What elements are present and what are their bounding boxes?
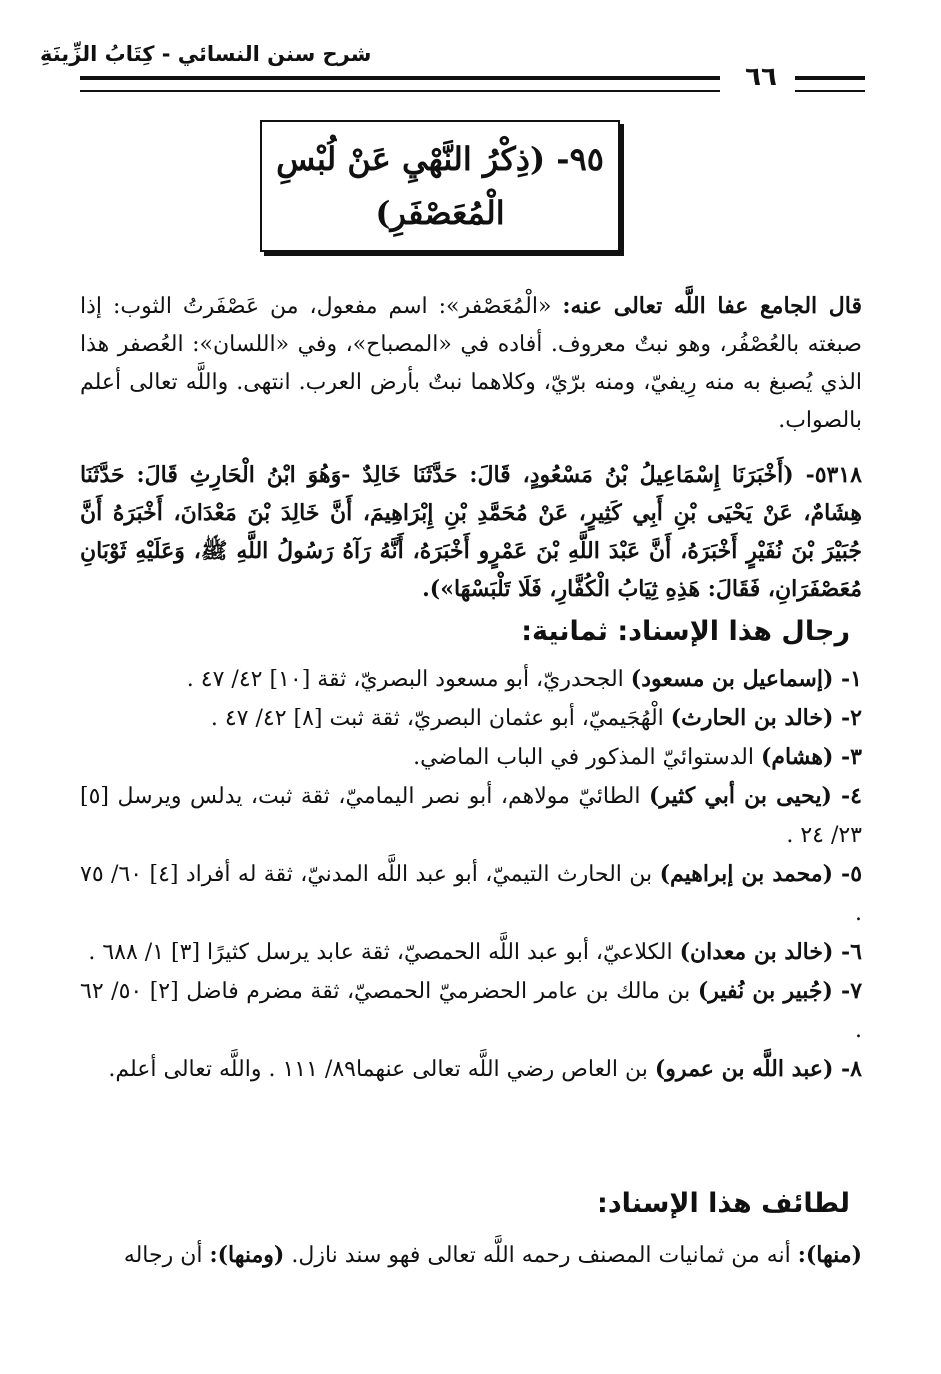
subtlety-marker-2: (ومنها): bbox=[209, 1242, 285, 1268]
narrator-name: ٣- (هشام) bbox=[761, 744, 862, 770]
narrator-item bbox=[80, 933, 862, 972]
narrator-item bbox=[80, 738, 862, 777]
narrator-details: الدستوائيّ المذكور في الباب الماضي. bbox=[413, 745, 754, 770]
hadith-text: ٥٣١٨- (أَخْبَرَنَا إِسْمَاعِيلُ بْنُ مَسْعُودٍ، قَالَ: حَدَّثَنَا خَالِدٌ -وَهُوَ ابْنُ الْحَارِثِ قَالَ: حَدَّثَنَا هِشَامٌ، عَنْ يَحْيَى بْنِ أَبِي كَثِيرٍ، عَنْ مُحَمَّدِ بْنِ إِبْرَاهِيمَ، أَنَّ خَالِدَ بْنَ مَعْدَانَ، أَخْبَرَهُ أَنَّ جُبَيْرَ بْنَ نُفَيْرٍ أَخْبَرَهُ، أَنَّ عَبْدَ اللَّهِ بْنَ عَمْرٍو أَخْبَرَهُ، أَنَّهُ رَآهُ رَسُولُ اللَّهِ ﷺ، وَعَلَيْهِ ثَوْبَانِ مُعَصْفَرَانِ، فَقَالَ: هَذِهِ ثِيَابُ الْكُفَّارِ، فَلَا تَلْبَسْهَا»). bbox=[80, 462, 862, 602]
narrator-details: الْهُجَيميّ، أبو عثمان البصريّ، ثقة ثبت [٨] ٤٢/ ٤٧ . bbox=[210, 706, 664, 731]
chapter-title-box bbox=[260, 120, 620, 252]
page-number: ٦٦ bbox=[745, 62, 777, 92]
header-rule bbox=[80, 76, 720, 92]
running-header-title: شرح سنن النسائي - كِتَابُ الزِّينَةِ bbox=[40, 42, 372, 66]
narrator-details: الجحدريّ، أبو مسعود البصريّ، ثقة [١٠] ٤٢/ ٤٧ . bbox=[186, 667, 624, 692]
chapter-title-line-2: الْمُعَصْفَرِ) bbox=[375, 194, 505, 232]
section-heading-narrators: رجال هذا الإسناد: ثمانية: bbox=[521, 616, 850, 647]
narrator-item bbox=[80, 777, 862, 855]
narrator-name: ٥- (محمد بن إبراهيم) bbox=[659, 861, 863, 887]
intro-lead: قال الجامع عفا اللَّه تعالى عنه: bbox=[562, 293, 862, 319]
intro-text: «الْمُعَصْفر»: اسم مفعول، من عَصْفَرتُ الثوب: إذا صبغته بالعُصْفُر، وهو نبتٌ معروف. أفاده في «المصباح»، وفي «اللسان»: العُصفر هذا الذي يُصبغ به منه رِيفيّ، ومنه برّيّ، وكلاهما نبتٌ بأرض العرب. انتهى. واللَّه تعالى أعلم بالصواب. bbox=[80, 294, 862, 433]
subtlety-marker-1: (منها): bbox=[797, 1242, 862, 1268]
narrator-name: ٨- (عبد اللَّه بن عمرو) bbox=[654, 1056, 862, 1082]
section-heading-subtleties: لطائف هذا الإسناد: bbox=[597, 1188, 850, 1219]
narrator-details: بن مالك بن عامر الحضرميّ الحمصيّ، ثقة مضرم فاضل [٢] ٥٠/ ٦٢ . bbox=[80, 979, 862, 1043]
narrator-item bbox=[80, 972, 862, 1050]
narrator-name: ٤- (يحيى بن أبي كثير) bbox=[648, 783, 862, 809]
narrator-details: الطائيّ مولاهم، أبو نصر اليماميّ، ثقة ثبت، يدلس ويرسل [٥] ٢٣/ ٢٤ . bbox=[80, 784, 862, 848]
narrator-item bbox=[80, 699, 862, 738]
subtleties-paragraph bbox=[80, 1236, 862, 1275]
narrator-details: بن الحارث التيميّ، أبو عبد اللَّه المدنيّ، ثقة له أفراد [٤] ٦٠/ ٧٥ . bbox=[80, 862, 862, 926]
subtlety-text-2: أن رجاله bbox=[123, 1243, 203, 1268]
narrator-name: ١- (إسماعيل بن مسعود) bbox=[630, 666, 862, 692]
subtlety-text-1: أنه من ثمانيات المصنف رحمه اللَّه تعالى فهو سند نازل. bbox=[291, 1243, 791, 1268]
narrator-item bbox=[80, 855, 862, 933]
narrator-item bbox=[80, 660, 862, 699]
intro-paragraph bbox=[80, 287, 862, 440]
chapter-title-line-1: ٩٥- (ذِكْرُ النَّهْيِ عَنْ لُبْسِ bbox=[276, 140, 604, 178]
narrator-name: ٦- (خالد بن معدان) bbox=[679, 939, 862, 965]
header-rule-short bbox=[795, 76, 865, 92]
narrator-details: بن العاص رضي اللَّه تعالى عنهما٨٩/ ١١١ . واللَّه تعالى أعلم. bbox=[108, 1057, 648, 1082]
narrator-name: ٧- (جُبير بن نُفير) bbox=[697, 978, 863, 1004]
narrator-list bbox=[80, 660, 862, 1089]
narrator-item bbox=[80, 1050, 862, 1089]
narrator-details: الكلاعيّ، أبو عبد اللَّه الحمصيّ، ثقة عابد يرسل كثيرًا [٣] ١/ ٦٨٨ . bbox=[88, 940, 673, 965]
narrator-name: ٢- (خالد بن الحارث) bbox=[670, 705, 862, 731]
